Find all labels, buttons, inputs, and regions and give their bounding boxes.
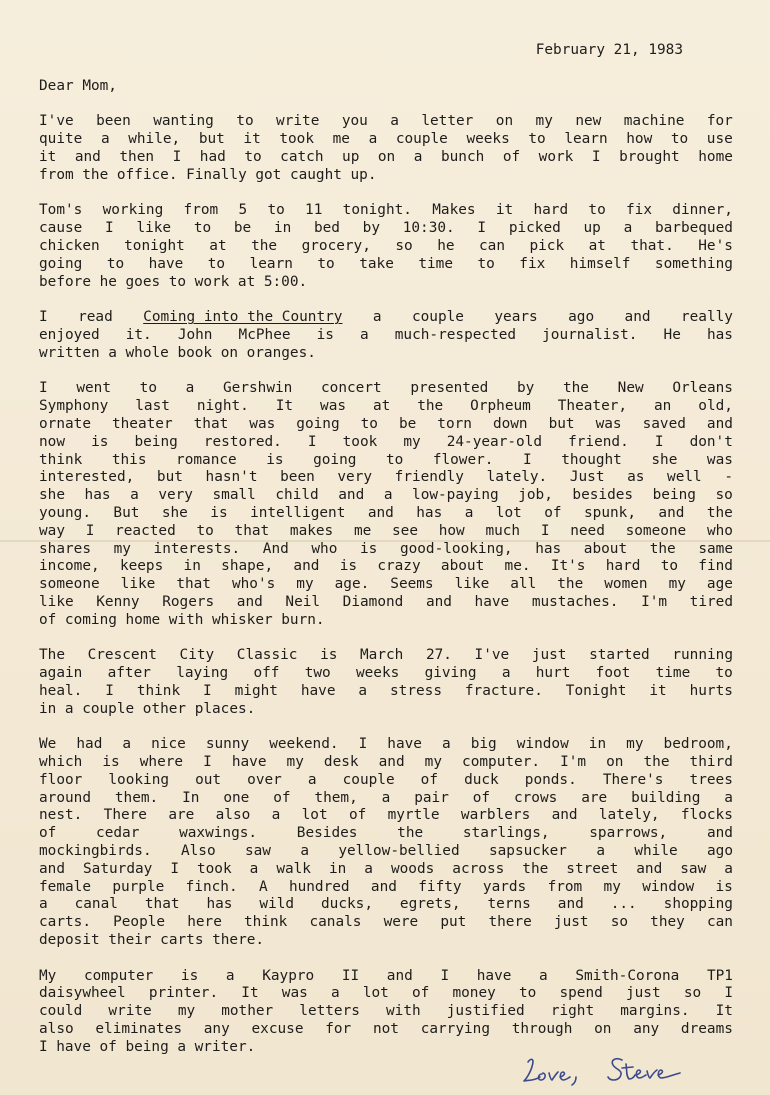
- letter-line: think this romance is going to flower. I thought she was: [39, 451, 733, 468]
- letter-line: interested, but hasn't been very friendly lately. Just as well -: [39, 469, 733, 486]
- letter-line: young. But she is intelligent and has a lot of spunk, and the: [39, 504, 733, 521]
- letter-line: enjoyed it. John McPhee is a much-respected journalist. He has: [39, 326, 733, 343]
- letter-line: daisywheel printer. It was a lot of money to spend just so I: [39, 985, 733, 1002]
- letter-line: floor looking out over a couple of duck ponds. There's trees: [39, 771, 733, 788]
- letter-line: before he goes to work at 5:00.: [39, 273, 308, 290]
- letter-line: I have of being a writer.: [39, 1038, 256, 1055]
- letter-line: written a whole book on oranges.: [39, 344, 316, 361]
- letter-greeting: Dear Mom,: [39, 77, 117, 94]
- letter-line: ornate theater that was going to be torn down but was saved and: [39, 415, 733, 432]
- letter-line: it and then I had to catch up on a bunch of work I brought home: [39, 148, 733, 165]
- letter-line: of coming home with whisker burn.: [39, 611, 325, 628]
- letter-line: chicken tonight at the grocery, so he can pick at that. He's: [39, 237, 733, 254]
- letter-line: Tom's working from 5 to 11 tonight. Makes it hard to fix dinner,: [39, 202, 733, 219]
- letter-line: again after laying off two weeks giving a hurt foot time to: [39, 665, 733, 682]
- letter-paragraph: [39, 202, 733, 291]
- signature-icon: [520, 1050, 730, 1088]
- letter-paragraph: [39, 736, 733, 950]
- letter-line: she has a very small child and a low-paying job, besides being so: [39, 487, 733, 504]
- letter-paragraph: [39, 380, 733, 629]
- letter-line: and Saturday I took a walk in a woods across the street and saw a: [39, 860, 733, 877]
- letter-line: nest. There are also a lot of myrtle warblers and lately, flocks: [39, 807, 733, 824]
- letter-line: The Crescent City Classic is March 27. I've just started running: [39, 647, 733, 664]
- letter-paragraph: [39, 113, 733, 184]
- letter-line: Symphony last night. It was at the Orpheum Theater, an old,: [39, 398, 733, 415]
- letter-line: female purple finch. A hundred and fifty yards from my window is: [39, 878, 733, 895]
- letter-line: of cedar waxwings. Besides the starlings, sparrows, and: [39, 825, 733, 842]
- letter-line: in a couple other places.: [39, 700, 256, 717]
- typed-letter: [39, 42, 733, 1074]
- letter-line: from the office. Finally got caught up.: [39, 166, 377, 183]
- letter-line: way I reacted to that makes me see how much I need someone who: [39, 522, 733, 539]
- letter-line: mockingbirds. Also saw a yellow-bellied sapsucker a while ago: [39, 843, 733, 860]
- letter-line: now is being restored. I took my 24-year-old friend. I don't: [39, 433, 733, 450]
- letter-line: a canal that has wild ducks, egrets, terns and ... shopping: [39, 896, 733, 913]
- letter-paragraph: [39, 309, 733, 362]
- letter-line: could write my mother letters with justified right margins. It: [39, 1003, 733, 1020]
- letter-paragraph: [39, 647, 733, 718]
- letter-line: around them. In one of them, a pair of crows are building a: [39, 789, 733, 806]
- letter-line: cause I like to be in bed by 10:30. I picked up a barbequed: [39, 220, 733, 237]
- letter-line: shares my interests. And who is good-looking, has about the same: [39, 540, 733, 557]
- letter-line: I read Coming into the Country a couple years ago and really: [39, 309, 733, 326]
- letter-line: My computer is a Kaypro II and I have a Smith-Corona TP1: [39, 967, 733, 984]
- letter-line: which is where I have my desk and my computer. I'm on the third: [39, 754, 733, 771]
- letter-line: heal. I think I might have a stress fracture. Tonight it hurts: [39, 682, 733, 699]
- letter-line: deposit their carts there.: [39, 932, 265, 949]
- letter-body: [39, 113, 733, 1056]
- letter-date: February 21, 1983: [535, 42, 683, 58]
- letter-line: also eliminates any excuse for not carrying through on any dreams: [39, 1021, 733, 1038]
- letter-line: like Kenny Rogers and Neil Diamond and have mustaches. I'm tired: [39, 593, 733, 610]
- letter-paragraph: [39, 968, 733, 1057]
- letter-line: carts. People here think canals were put there just so they can: [39, 914, 733, 931]
- letter-line: I went to a Gershwin concert presented by the New Orleans: [39, 380, 733, 397]
- letter-line: I've been wanting to write you a letter on my new machine for: [39, 113, 733, 130]
- letter-line: someone like that who's my age. Seems like all the women my age: [39, 576, 733, 593]
- letter-line: quite a while, but it took me a couple weeks to learn how to use: [39, 131, 733, 148]
- handwritten-signature: [520, 1050, 730, 1088]
- letter-line: income, keeps in shape, and is crazy about me. It's hard to find: [39, 558, 733, 575]
- letter-line: going to have to learn to take time to fix himself something: [39, 255, 733, 272]
- letter-line: We had a nice sunny weekend. I have a big window in my bedroom,: [39, 736, 733, 753]
